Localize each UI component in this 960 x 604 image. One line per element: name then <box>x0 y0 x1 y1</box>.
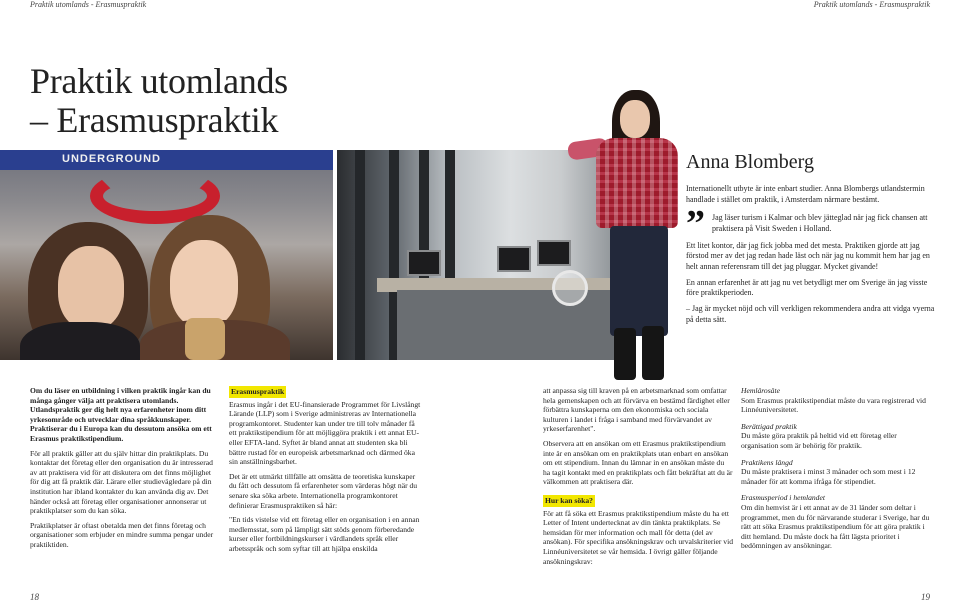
body-paragraph: Observera att en ansökan om ett Erasmus praktikstipendium inte är en ansökan om en praktikplats utan enbart en ansökan om ett stipendium. Innan du lämnar in en ansökan måste du ha tagit kontakt med en praktikplats och fått bekräftat att du är välkommen att praktisera där. <box>543 438 733 487</box>
section-tag-how-to-apply: Hur kan söka? <box>545 495 593 505</box>
portrait-shirt-pattern <box>596 138 678 228</box>
monitor <box>407 250 441 276</box>
profile-name: Anna Blomberg <box>686 151 814 173</box>
requirement-text: Som Erasmus praktikstipendiat måste du vara registrerad vid Linnéuniversitetet. <box>741 395 926 415</box>
portrait-boot <box>642 326 664 380</box>
page-title <box>30 62 288 140</box>
requirement-heading: Erasmusperiod i hemlandet <box>741 493 825 503</box>
lead-paragraph: Om du läser en utbildning i vilken praktik ingår kan du många gånger välja att praktisera utomlands. Utlandspraktik ger dig helt nya erfarenheter inom ditt yrkesområde och utvecklar dina språkkunskaper. Praktiserar du i Europa kan du dessutom ansöka om ett Erasmus praktikstipendium. <box>30 386 212 443</box>
portrait-jeans <box>610 226 668 336</box>
profile-quote: Jag läser turism i Kalmar och blev jätteglad när jag fick chansen att praktisera på Visit Sweden i Holland. <box>712 213 928 233</box>
student-1-face <box>58 246 124 330</box>
requirement-text: Om din hemvist är i ett annat av de 31 länder som deltar i programmet, men du för närvarande studerar i Sverige, har du rätt att söka Erasmus praktikstipendium för att göra praktik i ditt hemland. Du måste dock ha fått lägsta prioritet i bedömningen av ansökningar. <box>741 502 930 551</box>
portrait-boot <box>614 328 636 380</box>
requirement-heading: Hemlärosäte <box>741 386 780 395</box>
student-2-face <box>170 240 238 328</box>
requirement-item <box>741 458 931 487</box>
text-column-1 <box>30 386 218 555</box>
body-paragraph: Erasmus ingår i det EU-finansierade Programmet för Livslångt Lärande (LLP) som i Sverige administreras av Internationella programkontoret. Studenter kan under tre till tolv månader få ett praktikstipendium för att möjliggöra praktik i ett annat EU- eller EFTA-land. Syftet är bland annat att studenten ska bli bättre rustad för en europeisk arbetsmarknad och därmed öka sin anställningsbarhet. <box>229 399 421 467</box>
requirement-item <box>741 386 931 415</box>
body-paragraph: Det är ett utmärkt tillfälle att omsätta de teoretiska kunskaper du fått och dessutom få erfarenheter som värderas högt när du senare ska söka arbete. Internationella programkontoret definierar Erasmuspraktiken så här: <box>229 471 418 510</box>
requirement-text: Du måste praktisera i minst 3 månader och som mest i 12 månader för att komma ifråga för stipendiet. <box>741 467 916 486</box>
students-photo <box>0 150 333 360</box>
body-paragraph: att anpassa sig till kraven på en arbetsmarknad som omfattar hela gemenskapen och att förvärva en bestämd färdighet eller förbättra kunskaperna om den ekonomiska och sociala kulturen i landet i fråga i samband med förvärvandet av yrkeserfarenhet". <box>543 386 730 434</box>
requirement-text: Du måste göra praktik på heltid vid ett företag eller organisation som är behörig för praktik. <box>741 431 897 450</box>
body-paragraph: "En tids vistelse vid ett företag eller en organisation i en annan medlemsstat, som på lämpligt sätt stöds genom förberedande kurser eller fortbildningskurser i värdlandets språk eller arbetsspråk och som syftar till att hjälpa enskilda <box>229 515 420 553</box>
profile-intro: Internationellt utbyte är inte enbart studier. Anna Blombergs utlandstermin handlade i stället om praktik, i Amsterdam närmare bestämt. <box>686 184 925 204</box>
text-column-3 <box>543 386 733 571</box>
student-1-body <box>20 322 140 360</box>
profile-paragraph: – Jag är mycket nöjd och vill verkligen rekommendera andra att vidga vyerna på detta sätt. <box>686 304 935 324</box>
requirement-heading: Berättigad praktik <box>741 421 797 431</box>
profile-body <box>686 241 936 331</box>
text-column-2 <box>229 386 421 559</box>
page-title-line-2: – Erasmuspraktik <box>30 100 279 140</box>
body-paragraph: Praktikplatser är oftast obetalda men det finns företag och organisationer som erbjuder en mindre summa pengar under praktiktiden. <box>30 520 214 549</box>
section-tag-erasmuspraktik: Erasmuspraktik <box>231 387 285 396</box>
running-head-right: Praktik utomlands - Erasmuspraktik <box>813 0 930 9</box>
requirement-heading: Praktikens längd <box>741 457 793 467</box>
quote-mark-icon: ” <box>686 203 705 245</box>
page-number-left: 18 <box>30 592 39 602</box>
page-number-right: 19 <box>921 592 930 602</box>
requirement-item <box>741 422 931 451</box>
profile-paragraph: En annan erfarenhet är att jag nu vet betydligt mer om Sverige än jag visste före praktikperioden. <box>686 277 928 298</box>
monitor <box>497 246 531 272</box>
underground-sign-bar <box>0 150 333 170</box>
body-paragraph: För all praktik gäller att du själv hittar din praktikplats. Du kontaktar det företag eller den organisation du är intresserad av att praktisera vid för att diskutera om det finns möjlighet för dig att få praktik där. Lärare eller studievägledare på din institution har ibland kontakter du kan använda dig av. Det händer också att företag eller organisationer annonserar ut praktikplatser som du kan söka. <box>30 448 213 516</box>
anna-portrait <box>566 88 686 383</box>
requirement-item <box>741 493 931 551</box>
underground-sign-text: UNDERGROUND <box>62 153 161 165</box>
student-2-scarf <box>185 318 225 360</box>
profile-paragraph: Ett litet kontor, där jag fick jobba med det mesta. Praktiken gjorde att jag förstod mer av det jag redan hade läst och när jag nu kommit hem har jag en helt annan referensram till det jag pluggar. Mycket givande! <box>686 241 930 271</box>
window-column <box>355 150 365 360</box>
running-head-left: Praktik utomlands - Erasmuspraktik <box>30 0 147 9</box>
text-column-4 <box>741 386 931 558</box>
page-title-line-1: Praktik utomlands <box>30 61 288 101</box>
body-paragraph: För att få söka ett Erasmus praktikstipendium måste du ha ett Letter of Intent undertecknat av din tänkta praktikplats. Se hemsidan för mer information och mall för detta (del av ansökan). För specifika ansökningskrav och urvalskriterier vid Linnéuniversitetet se vår hemsida. I övrigt gäller följande ansökningskrav: <box>543 508 734 566</box>
portrait-face <box>620 100 650 138</box>
